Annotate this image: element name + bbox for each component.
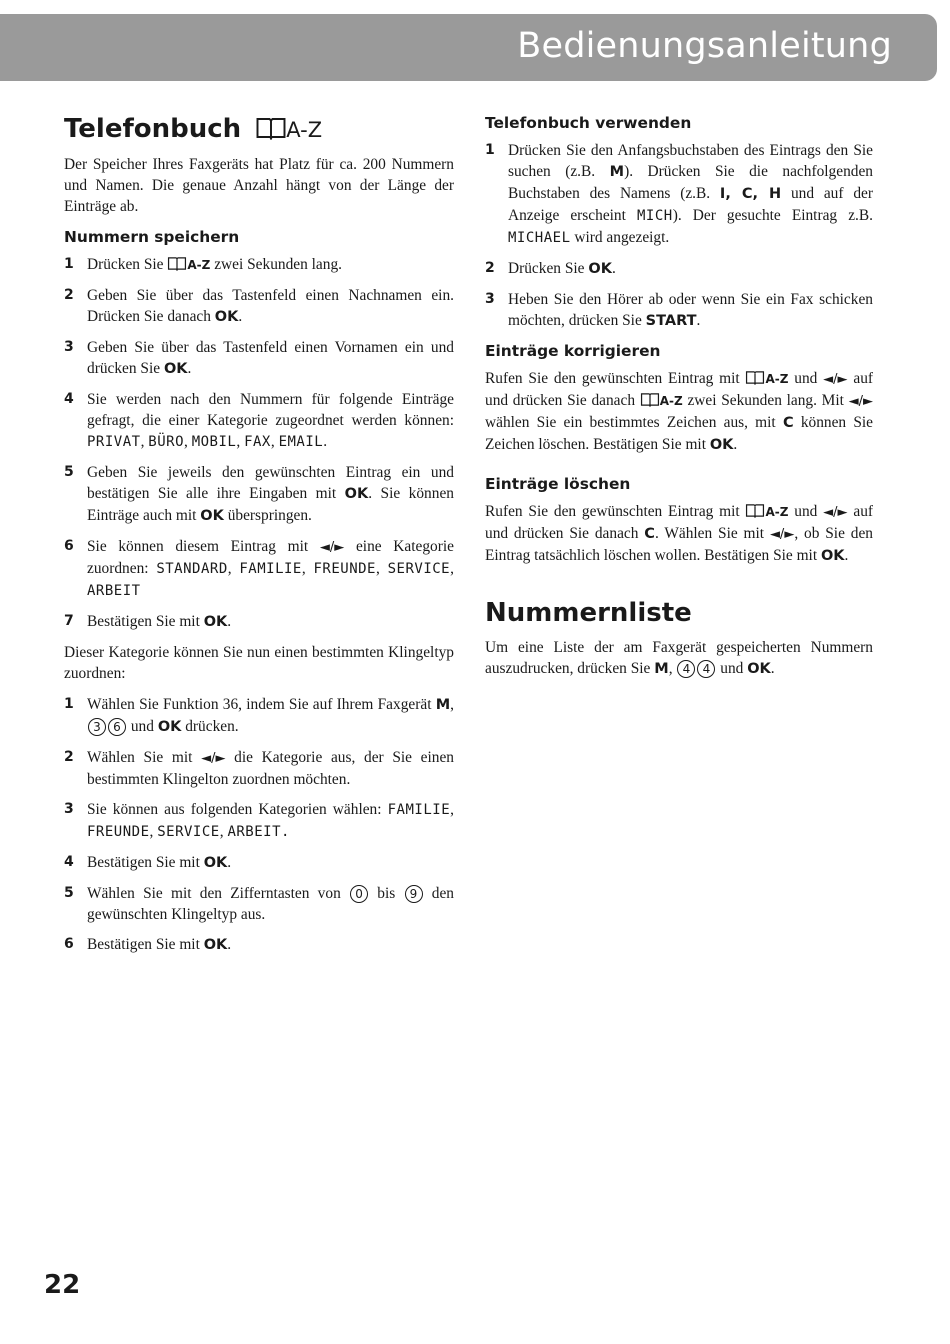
list-item: 5 Geben Sie jeweils den gewünschten Eintrag ein und bestätigen Sie alle ihre Eingaben mit OK. Sie können Einträge auch mit OK überspringen. [64,464,454,524]
heading-eintraege-korrigieren: Einträge korrigieren [485,342,661,360]
list-item: 2 Drücken Sie OK. [485,260,616,277]
correct-text: Rufen Sie den gewünschten Eintrag mit A-Z und ◄/► auf und drücken Sie danach A-Z zwei Sekunden lang. Mit ◄/► wählen Sie ein bestimmtes Zeichen aus, mit C können Sie Zeichen löschen. Bestätigen Sie mit OK. [485,370,874,453]
book-icon [256,116,286,140]
list-item: 3 Heben Sie den Hörer ab oder wenn Sie ein Fax schicken möchten, drücken Sie START. [485,291,873,329]
ring-steps [64,694,454,956]
list-item: 1 Drücken Sie A-Z zwei Sekunden lang. [64,256,342,273]
list-item: 6 Bestätigen Sie mit OK. [64,936,232,953]
book-icon [167,256,187,271]
intro-text: Der Speicher Ihres Faxgeräts hat Platz für ca. 200 Nummern und Namen. Die genaue Anzahl hängt von der Länge der Einträge ab. [64,156,454,215]
left-right-arrows-icon: ◄/► [769,527,795,542]
book-icon [745,370,765,385]
list-item: 3 Sie können aus folgenden Kategorien wählen: FAMILIE, FREUNDE, SERVICE, ARBEIT. [64,801,454,840]
digit-key-icon: 0 [350,885,368,903]
right-column [485,113,873,690]
list-item: 5 Wählen Sie mit den Zifferntasten von 0 bis 9 den gewünschten Klingeltyp aus. [64,885,454,923]
book-icon [745,503,765,518]
list-item: 2 Wählen Sie mit ◄/► die Kategorie aus, der Sie einen bestimmten Klingelton zuordnen möchten. [64,749,454,788]
digit-key-icon: 6 [108,718,126,736]
heading-telefonbuch-verwenden: Telefonbuch verwenden [485,114,692,132]
digit-key-icon: 4 [697,660,715,678]
left-right-arrows-icon: ◄/► [823,505,848,520]
use-steps [485,140,873,332]
heading-eintraege-loeschen: Einträge löschen [485,475,631,493]
list-text: Um eine Liste der am Faxgerät gespeicherten Nummern auszudrucken, drücken Sie M, 4 4 und OK. [485,639,873,677]
save-steps [64,254,454,633]
left-right-arrows-icon: ◄/► [319,540,345,555]
section-title-nummernliste: Nummernliste [485,598,692,628]
delete-text: Rufen Sie den gewünschten Eintrag mit A-Z und ◄/► auf und drücken Sie danach C. Wählen Sie mit ◄/►, ob Sie den Eintrag tatsächlich löschen wollen. Bestätigen Sie mit OK. [485,503,874,564]
page-number: 22 [44,1270,81,1300]
list-item: 7 Bestätigen Sie mit OK. [64,613,232,630]
header-title: Bedienungsanleitung [517,26,892,66]
left-column [64,113,454,965]
section-title-telefonbuch: Telefonbuch A-Z [64,114,323,144]
digit-key-icon: 3 [88,718,106,736]
left-right-arrows-icon: ◄/► [848,394,873,409]
digit-key-icon: 9 [405,885,423,903]
list-item: 4 Bestätigen Sie mit OK. [64,854,232,871]
list-item: 6 Sie können diesem Eintrag mit ◄/► eine Kategorie zuordnen: STANDARD, FAMILIE, FREUNDE, SERVICE, ARBEIT [64,538,454,599]
category-intro: Dieser Kategorie können Sie nun einen bestimmten Klingeltyp zuordnen: [64,644,454,682]
list-item: 1 Drücken Sie den Anfangsbuchstaben des Eintrags den Sie suchen (z.B. M). Drücken Sie die nachfolgenden Buchstaben des Namens (z.B. I, C, H und auf der Anzeige erscheint MICH). Der gesuchte Eintrag z.B. MICHAEL wird angezeigt. [485,142,873,246]
list-item: 1 Wählen Sie Funktion 36, indem Sie auf Ihrem Faxgerät M, 3 6 und OK drücken. [64,696,454,735]
az-key-label: A-Z [286,118,323,142]
book-icon [640,392,660,407]
digit-key-icon: 4 [677,660,695,678]
left-right-arrows-icon: ◄/► [201,751,226,766]
list-item: 3 Geben Sie über das Tastenfeld einen Vornamen ein und drücken Sie OK. [64,339,454,377]
list-item: 2 Geben Sie über das Tastenfeld einen Nachnamen ein. Drücken Sie danach OK. [64,287,454,325]
heading-nummern-speichern: Nummern speichern [64,228,240,246]
left-right-arrows-icon: ◄/► [823,372,848,387]
list-item: 4 Sie werden nach den Nummern für folgende Einträge gefragt, die einer Kategorie zugeordnet werden können: PRIVAT, BÜRO, MOBIL, FAX, EMAIL. [64,391,454,450]
